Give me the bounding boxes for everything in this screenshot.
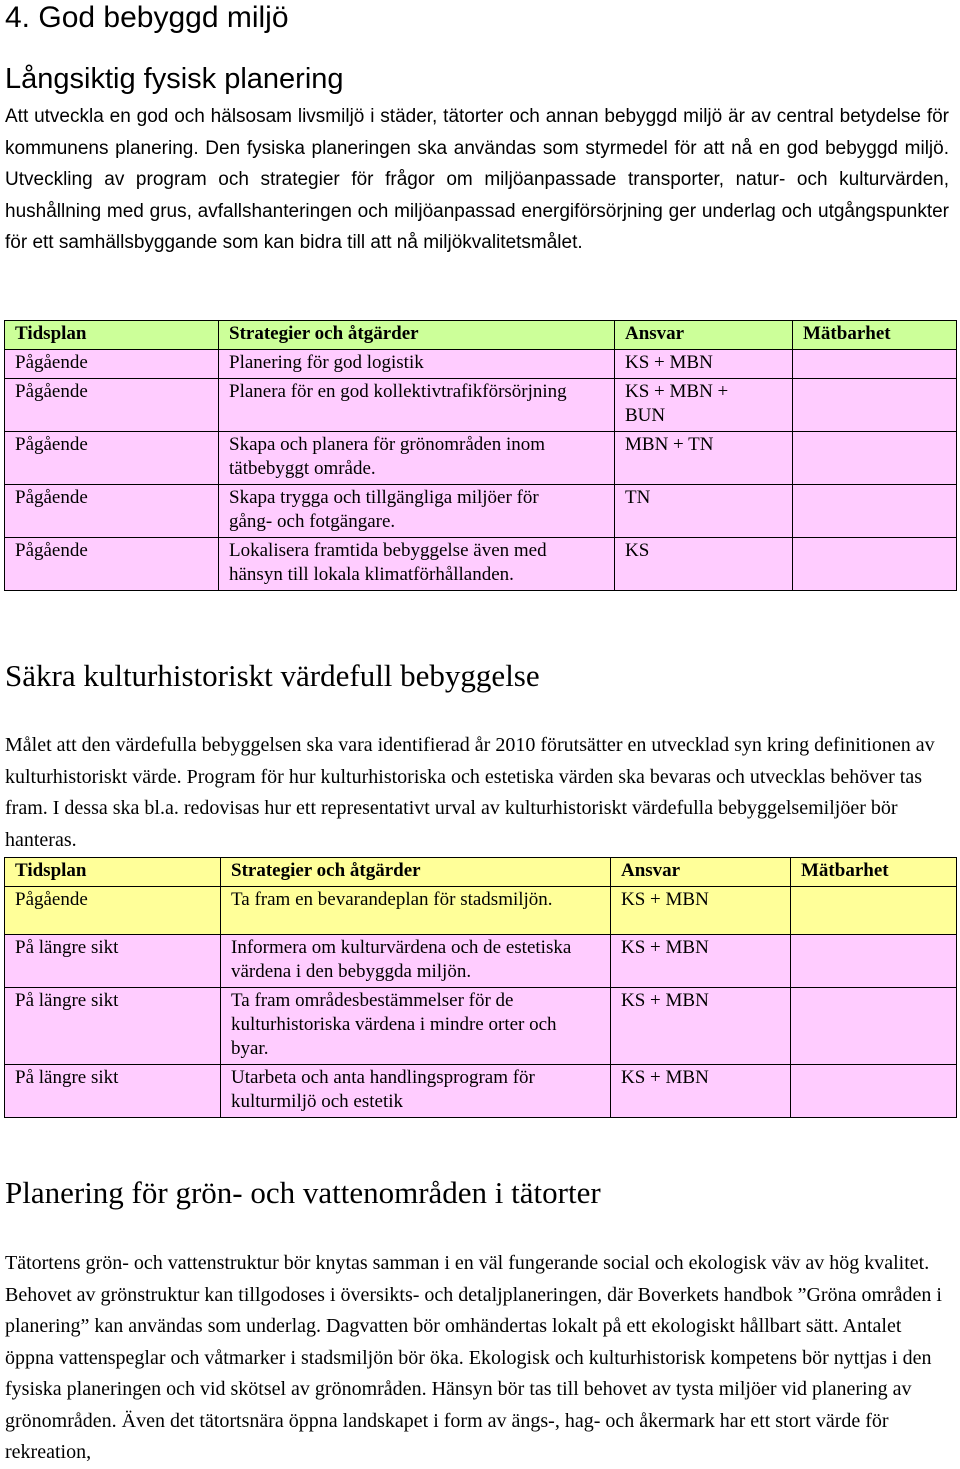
cell-strategi: Planera för en god kollektivtrafikförsörjning: [219, 379, 615, 432]
cell-ansvar: KS + MBN: [611, 887, 791, 935]
header-strategier: Strategier och åtgärder: [221, 858, 611, 887]
cell-matbarhet: [793, 379, 957, 432]
cell-matbarhet: [793, 432, 957, 485]
cell-matbarhet: [793, 485, 957, 538]
cell-tidsplan: Pågående: [5, 432, 219, 485]
section3-heading: Planering för grön- och vattenområden i tätorter: [5, 1175, 601, 1210]
cell-matbarhet: [791, 1065, 957, 1118]
table-row: [5, 485, 957, 538]
cell-strategi: Planering för god logistik: [219, 350, 615, 379]
section-title: 4. God bebyggd miljö: [5, 1, 289, 34]
header-matbarhet: Mätbarhet: [793, 321, 957, 350]
header-tidsplan: Tidsplan: [5, 321, 219, 350]
table-row: [5, 350, 957, 379]
table-row: [5, 935, 957, 988]
table-row: [5, 1065, 957, 1118]
cell-strategi: Skapa och planera för grönområden inom tätbebyggt område.: [219, 432, 615, 485]
cell-matbarhet: [791, 887, 957, 935]
cell-matbarhet: [791, 935, 957, 988]
section3-paragraph: Tätortens grön- och vattenstruktur bör knytas samman i en väl fungerande social och ekologisk väv av hög kvalitet. Behovet av grönstruktur kan tillgodoses i översikts- och detaljplaneringen, där Boverkets handbok ”Gröna områden i planering” kan användas som underlag. Dagvatten bör omhändertas lokalt på ett ekologiskt hållbart sätt. Antalet öppna vattenspeglar och våtmarker i stadsmiljön bör öka. Ekologisk och kulturhistorisk kompetens bör nyttjas i den fysiska planeringen och vid skötsel av grönområden. Hänsyn bör tas till behovet av tysta miljöer vid planering av grönområden. Även det tätortsnära öppna landskapet i form av ängs-, hag- och åkermark har ett stort värde för rekreation,: [5, 1252, 942, 1463]
cell-ansvar: KS + MBN: [611, 1065, 791, 1118]
cell-strategi: Lokalisera framtida bebyggelse även med hänsyn till lokala klimatförhållanden.: [219, 538, 615, 591]
cell-tidsplan: På längre sikt: [5, 988, 221, 1065]
cell-ansvar: KS: [615, 538, 793, 591]
header-ansvar: Ansvar: [615, 321, 793, 350]
cell-tidsplan: Pågående: [5, 379, 219, 432]
cell-tidsplan: På längre sikt: [5, 935, 221, 988]
cell-ansvar: MBN + TN: [615, 432, 793, 485]
table-header-row: [5, 858, 957, 887]
cell-strategi: Skapa trygga och tillgängliga miljöer för gång- och fotgängare.: [219, 485, 615, 538]
cell-strategi: Ta fram områdesbestämmelser för de kulturhistoriska värdena i mindre orter och byar.: [221, 988, 611, 1065]
section2-paragraph: Målet att den värdefulla bebyggelsen ska vara identifierad år 2010 förutsätter en utvecklad syn kring definitionen av kulturhistoriskt värde. Program för hur kulturhistoriska och estetiska värden ska bevaras och utvecklas behöver tas fram. I dessa ska bl.a. redovisas hur ett representativt urval av kulturhistoriskt värdefulla bebyggelsemiljöer bör hanteras.: [5, 734, 935, 851]
header-tidsplan: Tidsplan: [5, 858, 221, 887]
header-matbarhet: Mätbarhet: [791, 858, 957, 887]
cell-strategi: Ta fram en bevarandeplan för stadsmiljön.: [221, 887, 611, 935]
cell-tidsplan: Pågående: [5, 538, 219, 591]
table-row: [5, 538, 957, 591]
cell-strategi: Informera om kulturvärdena och de estetiska värdena i den bebyggda miljön.: [221, 935, 611, 988]
section2-heading: Säkra kulturhistoriskt värdefull bebyggelse: [5, 658, 540, 693]
header-ansvar: Ansvar: [611, 858, 791, 887]
cell-ansvar: KS + MBN: [615, 350, 793, 379]
table-row: [5, 988, 957, 1065]
cell-tidsplan: Pågående: [5, 485, 219, 538]
section2-table: [4, 857, 957, 1118]
cell-ansvar: KS + MBN: [611, 935, 791, 988]
table-header-row: [5, 321, 957, 350]
cell-ansvar: KS + MBN: [611, 988, 791, 1065]
table-row: [5, 432, 957, 485]
cell-matbarhet: [793, 350, 957, 379]
cell-tidsplan: Pågående: [5, 887, 221, 935]
table-row: [5, 379, 957, 432]
cell-ansvar: KS + MBN + BUN: [615, 379, 793, 432]
cell-strategi: Utarbeta och anta handlingsprogram för kulturmiljö och estetik: [221, 1065, 611, 1118]
table-row: [5, 887, 957, 935]
section1-paragraph: Att utveckla en god och hälsosam livsmiljö i städer, tätorter och annan bebyggd miljö är av central betydelse för kommunens planering. Den fysiska planeringen ska användas som styrmedel för att nå en god bebyggd miljö. Utveckling av program och strategier för frågor om miljöanpassade transporter, natur- och kulturvärden, hushållning med grus, avfallshanteringen och miljöanpassad energiförsörjning ger underlag och utgångspunkter för ett samhällsbyggande som kan bidra till att nå miljökvalitetsmålet.: [5, 106, 949, 253]
cell-tidsplan: Pågående: [5, 350, 219, 379]
cell-ansvar: TN: [615, 485, 793, 538]
cell-tidsplan: På längre sikt: [5, 1065, 221, 1118]
header-strategier: Strategier och åtgärder: [219, 321, 615, 350]
section1-table: [4, 320, 957, 591]
cell-matbarhet: [791, 988, 957, 1065]
section1-heading: Långsiktig fysisk planering: [5, 63, 344, 95]
cell-matbarhet: [793, 538, 957, 591]
